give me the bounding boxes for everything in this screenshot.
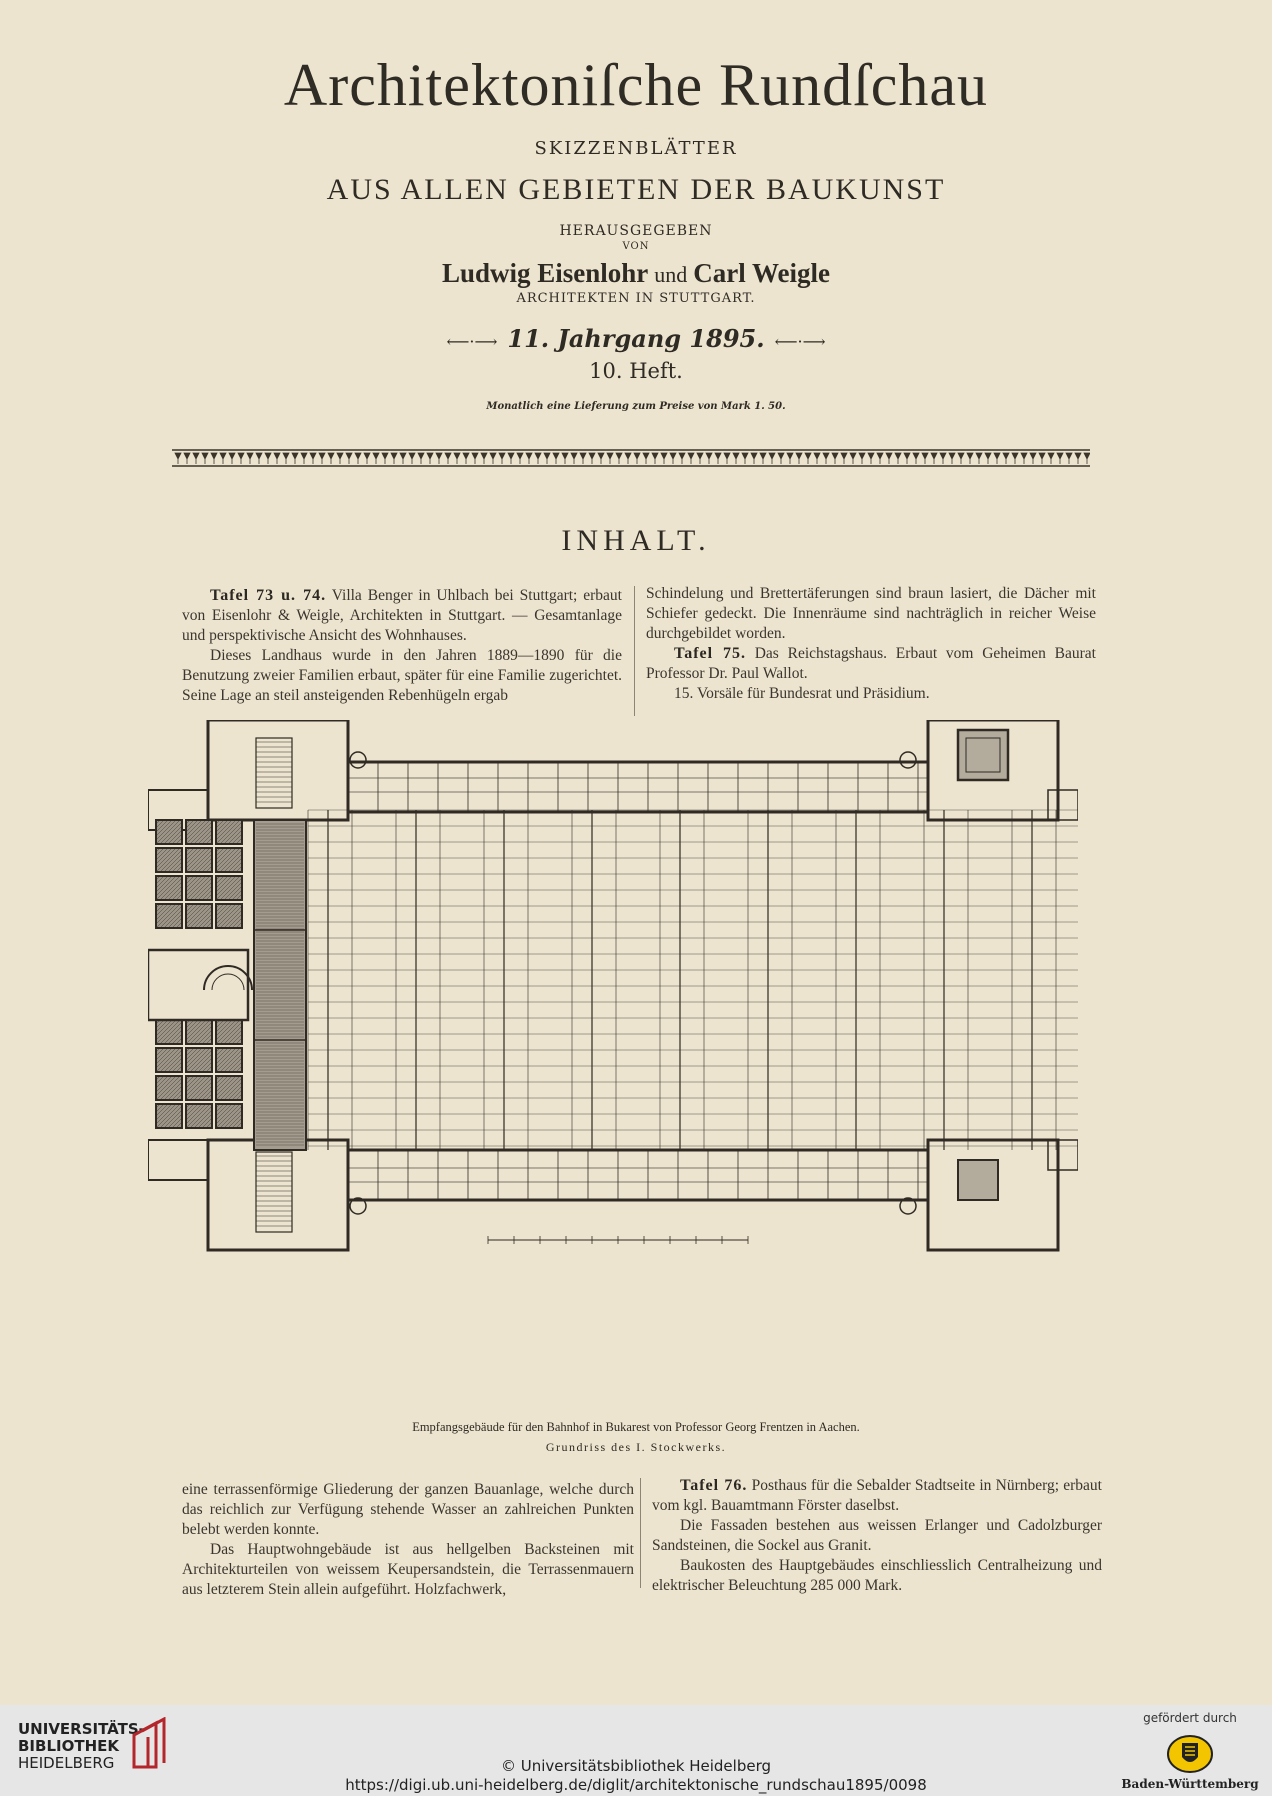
editors-line — [150, 258, 1122, 289]
ornament-right-icon: ⟵·⟶ — [774, 332, 826, 351]
text-column-4 — [652, 1476, 1102, 1596]
vorsaele-paragraph: 15. Vorsäle für Bundesrat und Präsidium. — [674, 685, 930, 702]
baden-wuerttemberg-coat-of-arms-icon — [1160, 1731, 1220, 1777]
sponsor-name: Baden-Württemberg — [1121, 1777, 1259, 1791]
text-column-1 — [182, 586, 622, 706]
tafel-75-text: Das Reichstagshaus. Erbaut vom Geheimen Baurat Professor Dr. Paul Wallot. — [646, 645, 1096, 682]
tafel-76-label: Tafel 76. — [680, 1477, 748, 1494]
tafel-73-text: Villa Benger in Uhlbach bei Stuttgart; erbaut von Eisenlohr & Weigle, Architekten in Stuttgart. — Gesamtanlage und perspektivische Ansicht des Wohnhauses. — [182, 587, 622, 644]
ornamental-border-icon — [172, 448, 1090, 468]
price-note: Monatlich eine Lieferung zum Preise von Mark 1. 50. — [486, 401, 786, 412]
library-footer — [0, 1705, 1272, 1796]
copyright-notice: © Universitätsbibliothek Heidelberg — [500, 1757, 771, 1775]
editor-weigle: Carl Weigle — [693, 258, 831, 288]
plan-caption: Empfangsgebäude für den Bahnhof in Bukarest von Professor Georg Frentzen in Aachen. — [412, 1420, 860, 1434]
column-divider-lower — [640, 1478, 641, 1588]
herausgegeben-label: HERAUSGEGEBEN — [559, 223, 713, 239]
inhalt-heading: INHALT. — [561, 524, 711, 557]
text-column-2 — [646, 584, 1096, 704]
floor-plan-drawing — [148, 720, 1078, 1410]
schindelung-paragraph: Schindelung und Brettertäferungen sind braun lasiert, die Dächer mit Schiefer gedeckt. Die Innenräume sind nachträglich in reicher Weise durchgebildet worden. — [646, 585, 1096, 642]
subtitle-skizzenblaetter: SKIZZENBLÄTTER — [534, 138, 738, 159]
tafel-75-label: Tafel 75. — [674, 645, 746, 662]
sponsor-label: gefördert durch — [1143, 1711, 1237, 1725]
jahrgang-line — [150, 324, 1122, 353]
jahrgang-text: 11. Jahrgang 1895. — [507, 324, 765, 353]
ornament-left-icon: ⟵·⟶ — [446, 332, 498, 351]
editor-eisenlohr: Ludwig Eisenlohr — [441, 258, 649, 288]
baukosten-paragraph: Baukosten des Hauptgebäudes einschliesslich Centralheizung und elektrischer Beleuchtung 285 000 Mark. — [652, 1557, 1102, 1594]
und-label: und — [654, 262, 688, 287]
ub-line-1: UNIVERSITÄTS- — [18, 1720, 145, 1738]
fassaden-paragraph: Die Fassaden bestehen aus weissen Erlanger und Cadolzburger Sandsteinen, die Sockel aus Granit. — [652, 1517, 1102, 1554]
permalink-url[interactable]: https://digi.ub.uni-heidelberg.de/diglit/architektonische_rundschau1895/0098 — [345, 1776, 927, 1794]
journal-title: Architektoniſche Rundſchau — [283, 52, 989, 118]
subtitle-gebiete: AUS ALLEN GEBIETEN DER BAUKUNST — [326, 173, 946, 206]
von-label: VON — [622, 241, 650, 252]
masthead — [150, 50, 1122, 412]
tafel-73-label: Tafel 73 u. 74. — [210, 587, 327, 604]
text-column-3 — [182, 1480, 634, 1600]
hauptwohngebaeude-paragraph: Das Hauptwohngebäude ist aus hellgelben Backsteinen mit Architekturteilen von weissem Keupersandstein, die Terrassenmauern aus letzterem Stein allein aufgeführt. Holzfachwerk, — [182, 1541, 634, 1598]
terrassen-paragraph: eine terrassenförmige Gliederung der ganzen Bauanlage, welche durch das reichlich zur Verfügung stehende Wasser an zahlreichen Punkten belebt werden konnte. — [182, 1481, 634, 1538]
architekten-line: ARCHITEKTEN IN STUTTGART. — [516, 291, 756, 306]
column-divider — [634, 586, 635, 716]
heft-number: 10. Heft. — [589, 359, 683, 383]
landhaus-paragraph: Dieses Landhaus wurde in den Jahren 1889—1890 für die Benutzung zweier Familien erbaut, später für eine Familie zugerichtet. Seine Lage an steil ansteigenden Rebenhügeln ergab — [182, 647, 622, 704]
plan-subcaption: Grundriss des I. Stockwerks. — [545, 1440, 727, 1454]
ub-line-2: BIBLIOTHEK — [18, 1737, 119, 1755]
tafel-76-text: Posthaus für die Sebalder Stadtseite in Nürnberg; erbaut vom kgl. Bauamtmann Förster daselbst. — [652, 1477, 1102, 1514]
ub-line-3: HEIDELBERG — [18, 1754, 115, 1772]
